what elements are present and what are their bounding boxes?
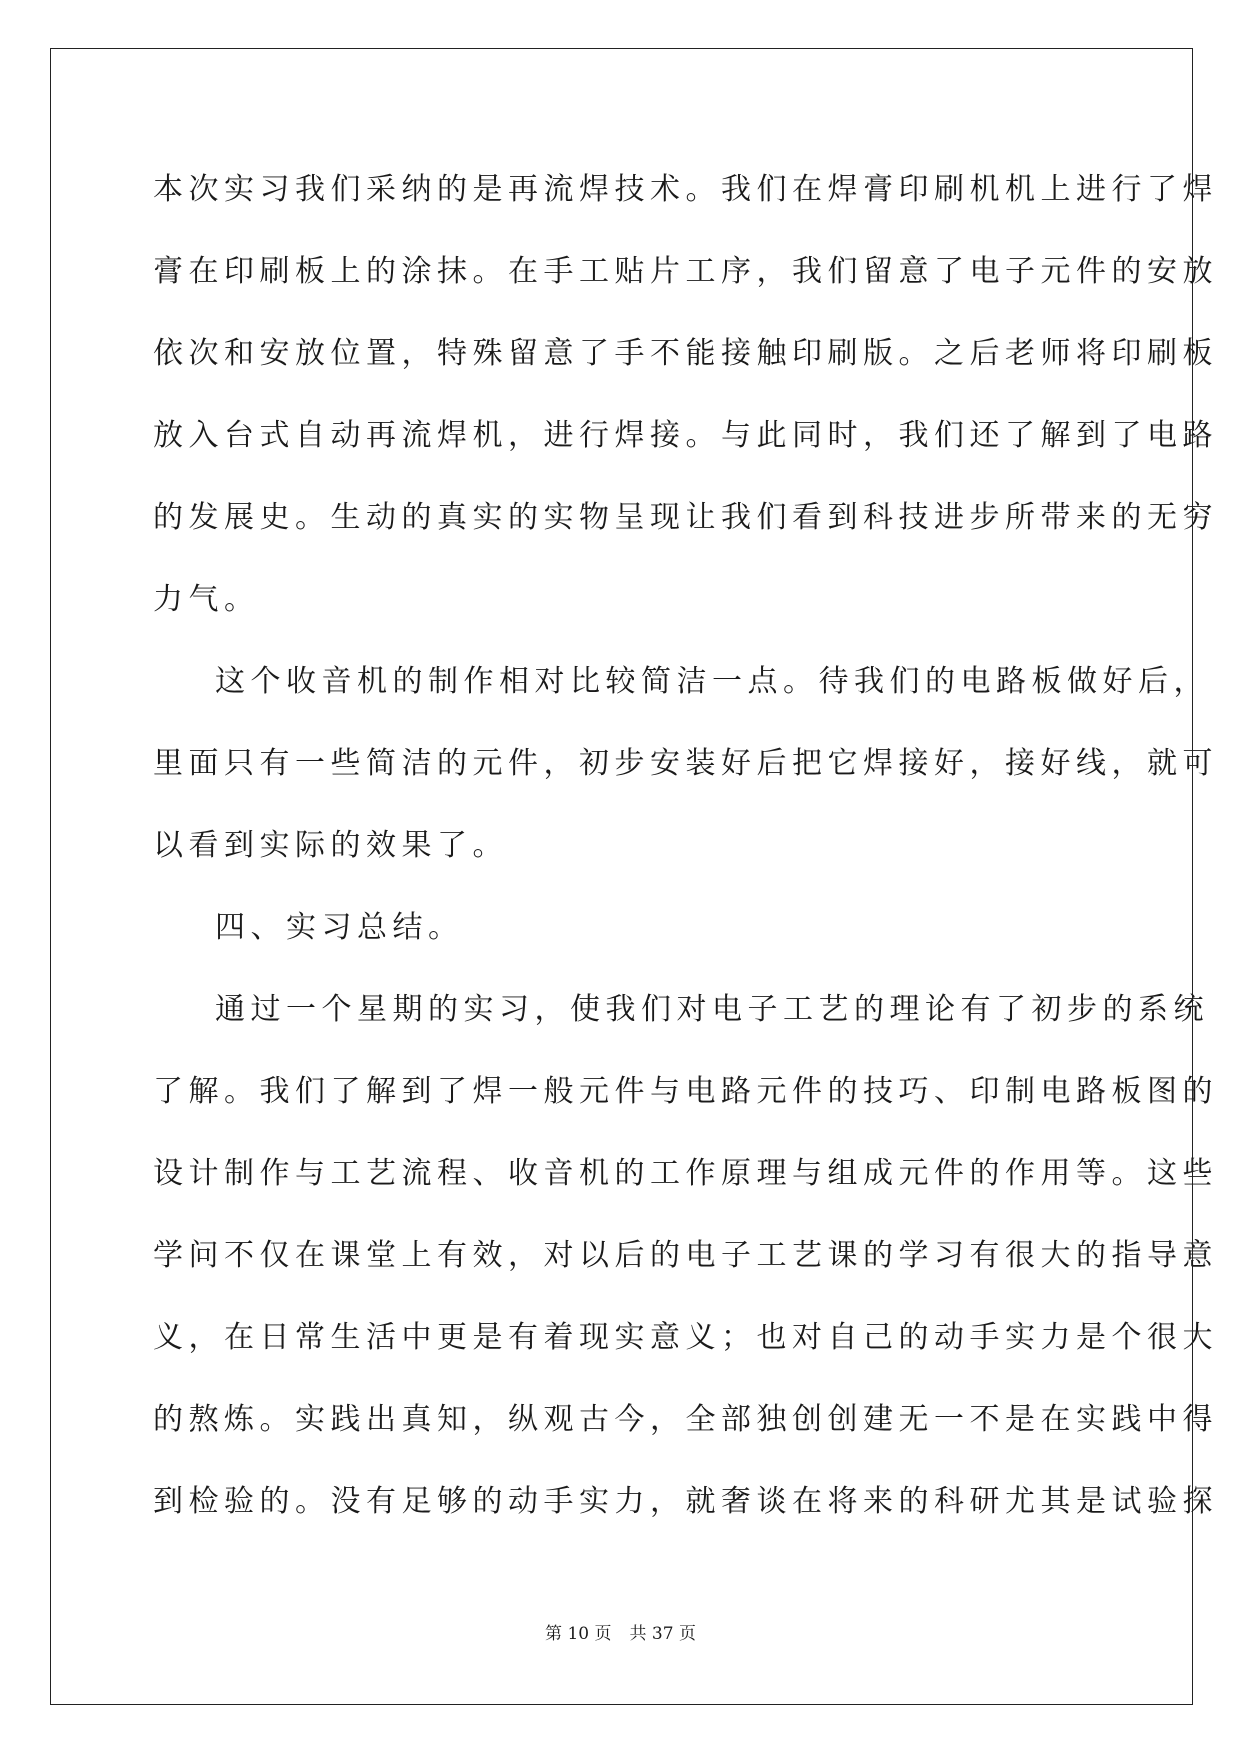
text-line: 设计制作与工艺流程、收音机的工作原理与组成元件的作用等。这些 (153, 1156, 1218, 1191)
text-line: 依次和安放位置，特殊留意了手不能接触印刷版。之后老师将印刷板 (153, 336, 1218, 371)
text-line: 的发展史。生动的真实的实物呈现让我们看到科技进步所带来的无穷 (153, 500, 1218, 535)
text-line: 了解。我们了解到了焊一般元件与电路元件的技巧、印制电路板图的 (153, 1074, 1218, 1109)
section-heading: 四、实习总结。 (215, 910, 464, 945)
text-line: 本次实习我们采纳的是再流焊技术。我们在焊膏印刷机机上进行了焊 (153, 172, 1218, 207)
text-line: 通过一个星期的实习，使我们对电子工艺的理论有了初步的系统 (215, 992, 1209, 1027)
page-total: 共 37 页 (629, 1624, 696, 1644)
text-line: 义，在日常生活中更是有着现实意义；也对自己的动手实力是个很大 (153, 1320, 1218, 1355)
text-line: 的熬炼。实践出真知，纵观古今，全部独创创建无一不是在实践中得 (153, 1402, 1218, 1437)
text-line: 力气。 (153, 582, 260, 617)
page-number: 第 10 页 (545, 1624, 612, 1644)
document-body (153, 160, 1218, 1554)
text-line: 到检验的。没有足够的动手实力，就奢谈在将来的科研尤其是试验探 (153, 1484, 1218, 1519)
text-line: 里面只有一些简洁的元件，初步安装好后把它焊接好，接好线，就可 (153, 746, 1218, 781)
text-line: 放入台式自动再流焊机，进行焊接。与此同时，我们还了解到了电路 (153, 418, 1218, 453)
page-footer (0, 1619, 1241, 1644)
text-line: 这个收音机的制作相对比较简洁一点。待我们的电路板做好后， (215, 664, 1209, 699)
text-line: 以看到实际的效果了。 (153, 828, 508, 863)
text-line: 学问不仅在课堂上有效，对以后的电子工艺课的学习有很大的指导意 (153, 1238, 1218, 1273)
text-line: 膏在印刷板上的涂抹。在手工贴片工序，我们留意了电子元件的安放 (153, 254, 1218, 289)
